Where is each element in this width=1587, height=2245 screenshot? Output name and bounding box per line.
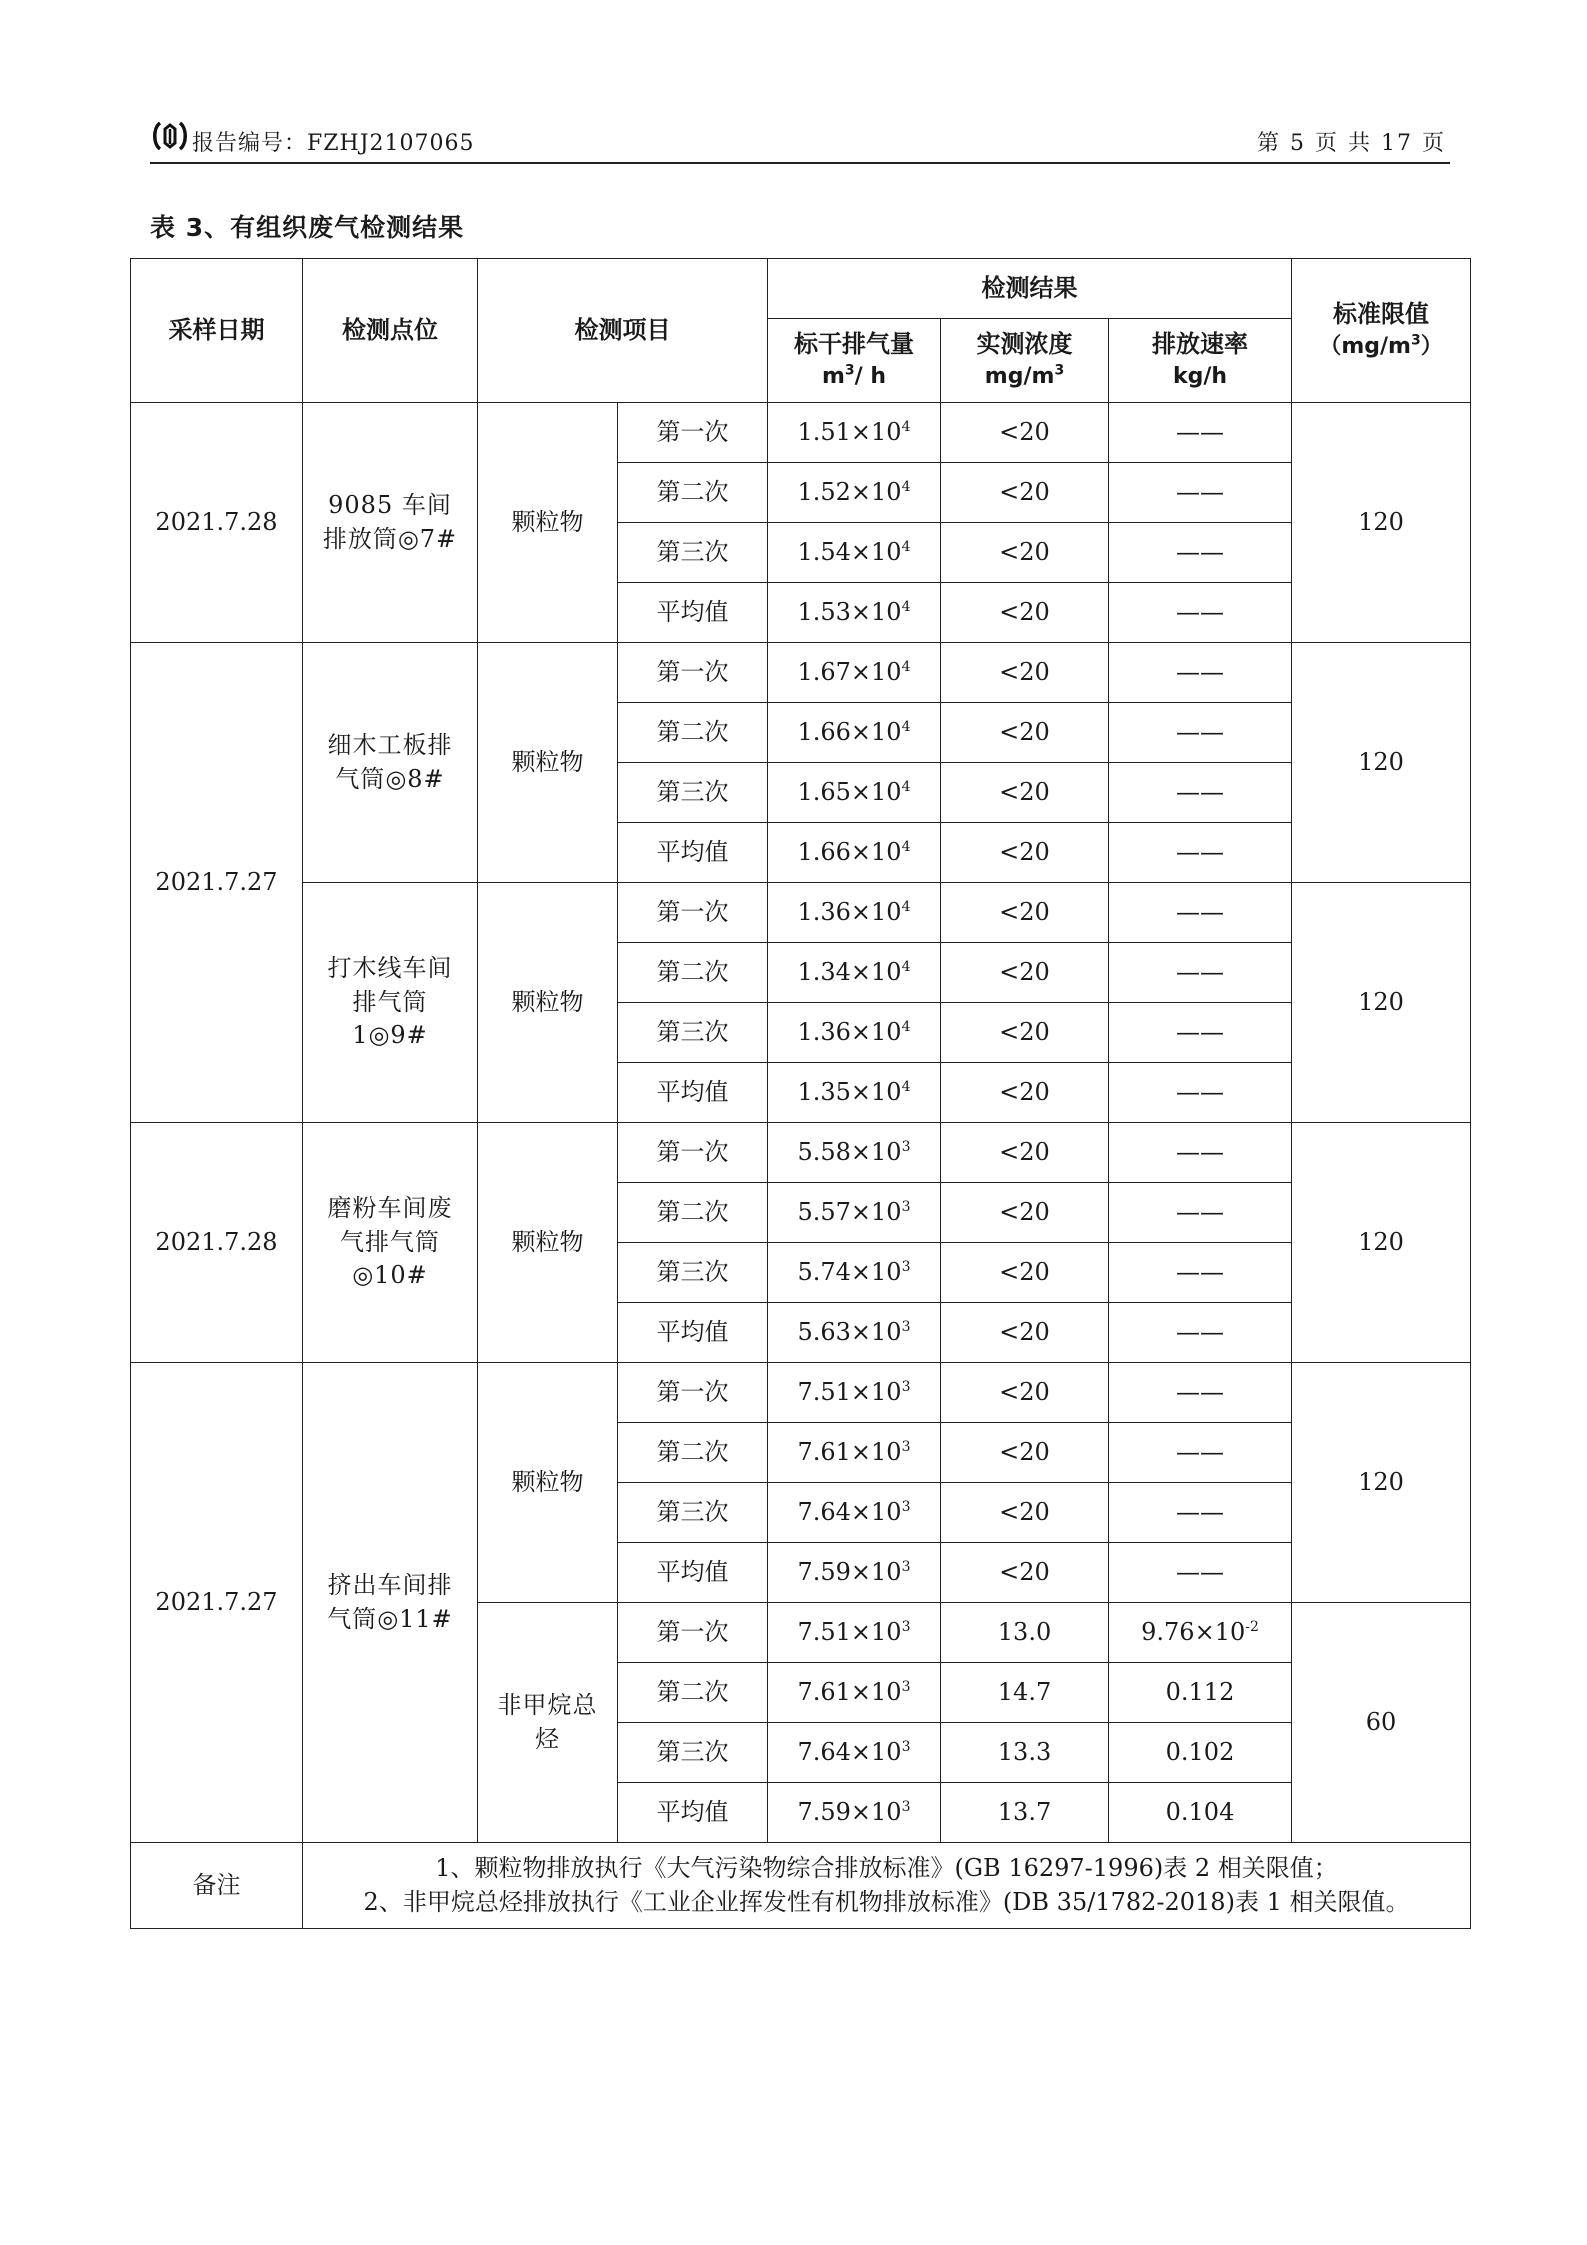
exponent: 4	[901, 538, 911, 555]
cell-conc: 13.7	[941, 1783, 1109, 1843]
cell-conc: 13.0	[941, 1603, 1109, 1663]
cell-conc: <20	[941, 463, 1109, 523]
cell-conc: <20	[941, 523, 1109, 583]
cell-flow	[768, 1123, 941, 1183]
cell-times: 第一次	[618, 1603, 768, 1663]
value: 0.112	[1165, 1677, 1235, 1706]
header-rate	[1109, 319, 1292, 403]
unit-text: / h	[854, 363, 887, 389]
cell-flow	[768, 1783, 941, 1843]
value: 1.66×10	[797, 717, 902, 746]
cell-rate	[1109, 1363, 1292, 1423]
cell-item: 颗粒物	[478, 1363, 618, 1603]
cell-conc: <20	[941, 1483, 1109, 1543]
header-flow-unit	[768, 362, 940, 393]
value: 1.54×10	[797, 537, 902, 566]
cell-flow	[768, 763, 941, 823]
value: 1.52×10	[797, 477, 902, 506]
cell-times: 第三次	[618, 1723, 768, 1783]
cell-rate	[1109, 703, 1292, 763]
notes-content	[303, 1843, 1471, 1929]
cell-flow	[768, 1243, 941, 1303]
unit-text: （mg/m	[1319, 333, 1411, 359]
header-limit	[1292, 259, 1471, 403]
cell-rate	[1109, 643, 1292, 703]
header-rate-label: 排放速率	[1152, 330, 1248, 359]
cell-rate	[1109, 943, 1292, 1003]
header-flow	[768, 319, 941, 403]
header-flow-label: 标干排气量	[794, 330, 914, 359]
cell-rate	[1109, 1663, 1292, 1723]
cell-date: 2021.7.28	[131, 1123, 303, 1363]
exponent: 4	[901, 958, 911, 975]
cell-flow	[768, 403, 941, 463]
exponent: 3	[901, 1438, 911, 1455]
cell-rate	[1109, 823, 1292, 883]
cell-times: 平均值	[618, 1303, 768, 1363]
cell-conc: <20	[941, 1303, 1109, 1363]
value: ——	[1176, 1077, 1224, 1106]
cell-point: 磨粉车间废气排气筒◎10#	[303, 1123, 478, 1363]
note-line: 1、颗粒物排放执行《大气污染物综合排放标准》(GB 16297-1996)表 2 相关限值；	[435, 1853, 1338, 1882]
cell-conc: <20	[941, 823, 1109, 883]
cell-rate	[1109, 463, 1292, 523]
cell-times: 第三次	[618, 523, 768, 583]
value: 7.64×10	[797, 1737, 902, 1766]
value: 1.34×10	[797, 957, 902, 986]
value: ——	[1176, 1317, 1224, 1346]
value: 7.61×10	[797, 1677, 902, 1706]
cell-limit: 120	[1292, 1363, 1471, 1603]
value: ——	[1176, 657, 1224, 686]
unit-sup: 3	[1410, 332, 1421, 349]
cell-rate	[1109, 1723, 1292, 1783]
value: 1.53×10	[797, 597, 902, 626]
table-row	[131, 403, 1471, 463]
cell-conc: <20	[941, 403, 1109, 463]
cell-conc: <20	[941, 1363, 1109, 1423]
header-limit-label: 标准限值	[1333, 300, 1430, 329]
exponent: 3	[901, 1738, 911, 1755]
value: 7.59×10	[797, 1797, 902, 1826]
cell-times: 第一次	[618, 1363, 768, 1423]
value: 7.51×10	[797, 1377, 902, 1406]
cell-item: 颗粒物	[478, 1123, 618, 1363]
company-logo-icon	[150, 118, 190, 154]
cell-rate	[1109, 763, 1292, 823]
value: ——	[1176, 777, 1224, 806]
cell-rate	[1109, 1423, 1292, 1483]
value: 5.63×10	[797, 1317, 902, 1346]
value: ——	[1176, 1497, 1224, 1526]
cell-rate	[1109, 883, 1292, 943]
exponent: 4	[901, 478, 911, 495]
cell-flow	[768, 523, 941, 583]
value: ——	[1176, 597, 1224, 626]
value: 7.59×10	[797, 1557, 902, 1586]
cell-rate	[1109, 1543, 1292, 1603]
value: ——	[1176, 897, 1224, 926]
cell-limit: 60	[1292, 1603, 1471, 1843]
exponent: 4	[901, 418, 911, 435]
exponent: 4	[901, 1018, 911, 1035]
cell-limit: 120	[1292, 1123, 1471, 1363]
cell-flow	[768, 1003, 941, 1063]
exponent: 3	[901, 1558, 911, 1575]
value: 5.57×10	[797, 1197, 902, 1226]
cell-conc: <20	[941, 703, 1109, 763]
cell-flow	[768, 1663, 941, 1723]
value: 0.102	[1165, 1737, 1235, 1766]
cell-conc: 13.3	[941, 1723, 1109, 1783]
cell-flow	[768, 463, 941, 523]
value: ——	[1176, 1437, 1224, 1466]
value: 1.51×10	[797, 417, 902, 446]
exponent: 4	[901, 898, 911, 915]
value: 5.58×10	[797, 1137, 902, 1166]
cell-flow	[768, 583, 941, 643]
unit-text: ）	[1420, 333, 1443, 359]
cell-conc: <20	[941, 583, 1109, 643]
value: ——	[1176, 537, 1224, 566]
cell-rate	[1109, 1783, 1292, 1843]
cell-rate	[1109, 1003, 1292, 1063]
cell-flow	[768, 1423, 941, 1483]
value: 1.65×10	[797, 777, 902, 806]
unit-text: m	[821, 363, 845, 389]
header-conc	[941, 319, 1109, 403]
cell-limit: 120	[1292, 643, 1471, 883]
cell-flow	[768, 943, 941, 1003]
cell-conc: <20	[941, 1423, 1109, 1483]
value: 7.61×10	[797, 1437, 902, 1466]
unit-sup: 3	[844, 362, 855, 379]
table-header-row	[131, 259, 1471, 319]
cell-point: 9085 车间排放筒◎7#	[303, 403, 478, 643]
cell-conc: <20	[941, 1003, 1109, 1063]
cell-conc: <20	[941, 1063, 1109, 1123]
value: 9.76×10	[1141, 1617, 1246, 1646]
value: 1.36×10	[797, 1017, 902, 1046]
cell-conc: <20	[941, 943, 1109, 1003]
value: 1.36×10	[797, 897, 902, 926]
exponent: 3	[901, 1318, 911, 1335]
cell-flow	[768, 1603, 941, 1663]
cell-limit: 120	[1292, 883, 1471, 1123]
cell-times: 平均值	[618, 823, 768, 883]
cell-rate	[1109, 583, 1292, 643]
cell-point: 细木工板排气筒◎8#	[303, 643, 478, 883]
header-limit-unit	[1292, 332, 1470, 363]
cell-times: 第三次	[618, 1483, 768, 1543]
cell-flow	[768, 1363, 941, 1423]
exponent: 4	[901, 838, 911, 855]
exponent: 3	[901, 1138, 911, 1155]
cell-times: 第三次	[618, 1003, 768, 1063]
table-row	[131, 1363, 1471, 1423]
cell-date: 2021.7.27	[131, 643, 303, 1123]
cell-limit: 120	[1292, 403, 1471, 643]
cell-flow	[768, 1483, 941, 1543]
cell-flow	[768, 1303, 941, 1363]
value: ——	[1176, 837, 1224, 866]
cell-times: 第二次	[618, 943, 768, 1003]
cell-times: 第三次	[618, 763, 768, 823]
exponent: 3	[901, 1198, 911, 1215]
cell-point: 挤出车间排气筒◎11#	[303, 1363, 478, 1843]
cell-rate	[1109, 1123, 1292, 1183]
value: 7.64×10	[797, 1497, 902, 1526]
cell-times: 平均值	[618, 1063, 768, 1123]
cell-times: 第二次	[618, 1423, 768, 1483]
exponent: 4	[901, 658, 911, 675]
cell-flow	[768, 703, 941, 763]
cell-rate	[1109, 1243, 1292, 1303]
exponent: 4	[901, 1078, 911, 1095]
value: ——	[1176, 957, 1224, 986]
value: ——	[1176, 1377, 1224, 1406]
cell-point: 打木线车间排气筒 1◎9#	[303, 883, 478, 1123]
value: 1.66×10	[797, 837, 902, 866]
unit-sup: 3	[1054, 362, 1065, 379]
cell-flow	[768, 643, 941, 703]
value: ——	[1176, 417, 1224, 446]
cell-rate	[1109, 1063, 1292, 1123]
cell-flow	[768, 1183, 941, 1243]
value: ——	[1176, 1197, 1224, 1226]
header-conc-unit	[941, 362, 1108, 393]
header-rate-unit: kg/h	[1172, 363, 1228, 389]
cell-conc: <20	[941, 763, 1109, 823]
cell-times: 第三次	[618, 1243, 768, 1303]
cell-item: 非甲烷总烃	[478, 1603, 618, 1843]
cell-conc: <20	[941, 1543, 1109, 1603]
cell-times: 平均值	[618, 583, 768, 643]
cell-conc: <20	[941, 1183, 1109, 1243]
page-header	[150, 118, 1450, 164]
cell-rate	[1109, 1183, 1292, 1243]
cell-date: 2021.7.27	[131, 1363, 303, 1843]
value: 5.74×10	[797, 1257, 902, 1286]
emission-results-table	[130, 258, 1471, 1929]
exponent: 3	[901, 1798, 911, 1815]
exponent: 3	[901, 1678, 911, 1695]
value: ——	[1176, 1017, 1224, 1046]
value: 1.67×10	[797, 657, 902, 686]
header-item: 检测项目	[478, 259, 768, 403]
table-title: 表 3、有组织废气检测结果	[150, 213, 465, 242]
cell-conc: <20	[941, 1123, 1109, 1183]
cell-times: 第二次	[618, 1663, 768, 1723]
table-row	[131, 1123, 1471, 1183]
table-row	[131, 883, 1471, 943]
cell-times: 第一次	[618, 403, 768, 463]
exponent: -2	[1245, 1618, 1259, 1635]
cell-flow	[768, 883, 941, 943]
cell-rate	[1109, 403, 1292, 463]
notes-label: 备注	[131, 1843, 303, 1929]
cell-rate	[1109, 1603, 1292, 1663]
cell-conc: <20	[941, 1243, 1109, 1303]
exponent: 3	[901, 1618, 911, 1635]
value: ——	[1176, 1137, 1224, 1166]
header-results: 检测结果	[768, 259, 1292, 319]
cell-item: 颗粒物	[478, 883, 618, 1123]
notes-row	[131, 1843, 1471, 1929]
cell-flow	[768, 823, 941, 883]
value: 0.104	[1165, 1797, 1235, 1826]
cell-flow	[768, 1063, 941, 1123]
cell-flow	[768, 1543, 941, 1603]
header-point: 检测点位	[303, 259, 478, 403]
header-conc-label: 实测浓度	[976, 330, 1073, 359]
cell-item: 颗粒物	[478, 643, 618, 883]
cell-times: 第一次	[618, 1123, 768, 1183]
value: ——	[1176, 1257, 1224, 1286]
cell-conc: 14.7	[941, 1663, 1109, 1723]
value: 1.35×10	[797, 1077, 902, 1106]
cell-conc: <20	[941, 643, 1109, 703]
exponent: 4	[901, 778, 911, 795]
cell-flow	[768, 1723, 941, 1783]
exponent: 3	[901, 1258, 911, 1275]
value: ——	[1176, 717, 1224, 746]
header-date: 采样日期	[131, 259, 303, 403]
cell-rate	[1109, 1303, 1292, 1363]
cell-conc: <20	[941, 883, 1109, 943]
cell-times: 平均值	[618, 1543, 768, 1603]
cell-times: 平均值	[618, 1783, 768, 1843]
table-row	[131, 643, 1471, 703]
cell-date: 2021.7.28	[131, 403, 303, 643]
cell-rate	[1109, 1483, 1292, 1543]
note-line: 2、非甲烷总烃排放执行《工业企业挥发性有机物排放标准》(DB 35/1782-2018)表 1 相关限值。	[363, 1887, 1410, 1916]
exponent: 3	[901, 1498, 911, 1515]
unit-text: mg/m	[984, 363, 1055, 389]
cell-item: 颗粒物	[478, 403, 618, 643]
cell-times: 第一次	[618, 883, 768, 943]
cell-times: 第二次	[618, 463, 768, 523]
cell-times: 第二次	[618, 703, 768, 763]
report-number: 报告编号：FZHJ2107065	[192, 131, 475, 156]
cell-times: 第一次	[618, 643, 768, 703]
page-number: 第 5 页 共 17 页	[1257, 131, 1446, 156]
exponent: 4	[901, 718, 911, 735]
exponent: 4	[901, 598, 911, 615]
value: 7.51×10	[797, 1617, 902, 1646]
value: ——	[1176, 1557, 1224, 1586]
exponent: 3	[901, 1378, 911, 1395]
value: ——	[1176, 477, 1224, 506]
cell-times: 第二次	[618, 1183, 768, 1243]
cell-rate	[1109, 523, 1292, 583]
